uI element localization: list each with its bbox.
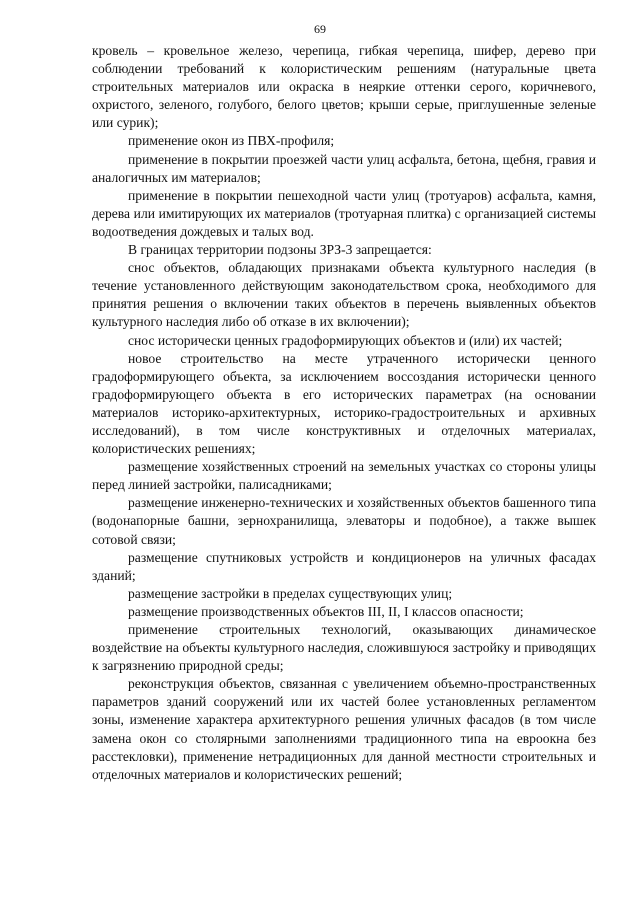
paragraph: размещение спутниковых устройств и кондиционеров на уличных фасадах зданий; [92,549,596,583]
body-text [92,42,596,784]
paragraph: размещение хозяйственных строений на земельных участках со стороны улицы перед линией застройки, палисадниками; [92,459,596,493]
page-number: 69 [314,22,326,36]
section-heading: В границах территории подзоны ЗРЗ-3 запрещается: [128,242,432,258]
paragraph: снос исторически ценных градоформирующих объектов и (или) их частей; [128,332,563,348]
paragraph: реконструкция объектов, связанная с увеличением объемно-пространственных параметров зданий сооружений или их частей более установленных регламентом зоны, изменение характера архитектурного решения уличных фасадов (в том числе замена окон со столярными заполнениями традиционного типа на евроокна без расстекловки), применение нетрадиционных для данной местности строительных и отделочных материалов и колористических решений; [92,676,596,782]
paragraph: размещение инженерно-технических и хозяйственных объектов башенного типа (водонапорные башни, зернохранилища, элеваторы и подобное), а также вышек сотовой связи; [92,495,596,547]
paragraph: новое строительство на месте утраченного исторически ценного градоформирующего объекта, за исключением воссоздания исторически ценного градоформирующего объекта в его исторических параметрах (на основании материалов историко-архитектурных, историко-градостроительных и архивных исследований), в том числе конструктивных и отделочных материалах, колористических решениях; [92,350,596,457]
paragraph: размещение производственных объектов III, II, I классов опасности; [128,603,524,619]
paragraph: применение в покрытии проезжей части улиц асфальта, бетона, щебня, гравия и аналогичных им материалов; [92,151,596,185]
paragraph: применение в покрытии пешеходной части улиц (тротуаров) асфальта, камня, дерева или имитирующих их материалов (тротуарная плитка) с организацией системы водоотведения дождевых и талых вод. [92,187,596,239]
paragraph: применение строительных технологий, оказывающих динамическое воздействие на объекты культурного наследия, сложившуюся застройку и приводящих к загрязнению природной среды; [92,622,596,674]
paragraph: размещение застройки в пределах существующих улиц; [128,585,453,601]
paragraph: кровель – кровельное железо, черепица, гибкая черепица, шифер, дерево при соблюдении требований к колористическим решениям (натуральные цвета строительных материалов или окраска в неяркие оттенки серого, коричневого, охристого, зеленого, голубого, белого цветов; крыши серые, приглушенные зеленые или сурик); [92,43,596,131]
paragraph: снос объектов, обладающих признаками объекта культурного наследия (в течение установленного действующим законодательством срока, необходимого для принятия решения о включении таких объектов в перечень выявленных объектов культурного наследия либо об отказе в их включении); [92,260,596,330]
paragraph: применение окон из ПВХ-профиля; [128,133,335,149]
